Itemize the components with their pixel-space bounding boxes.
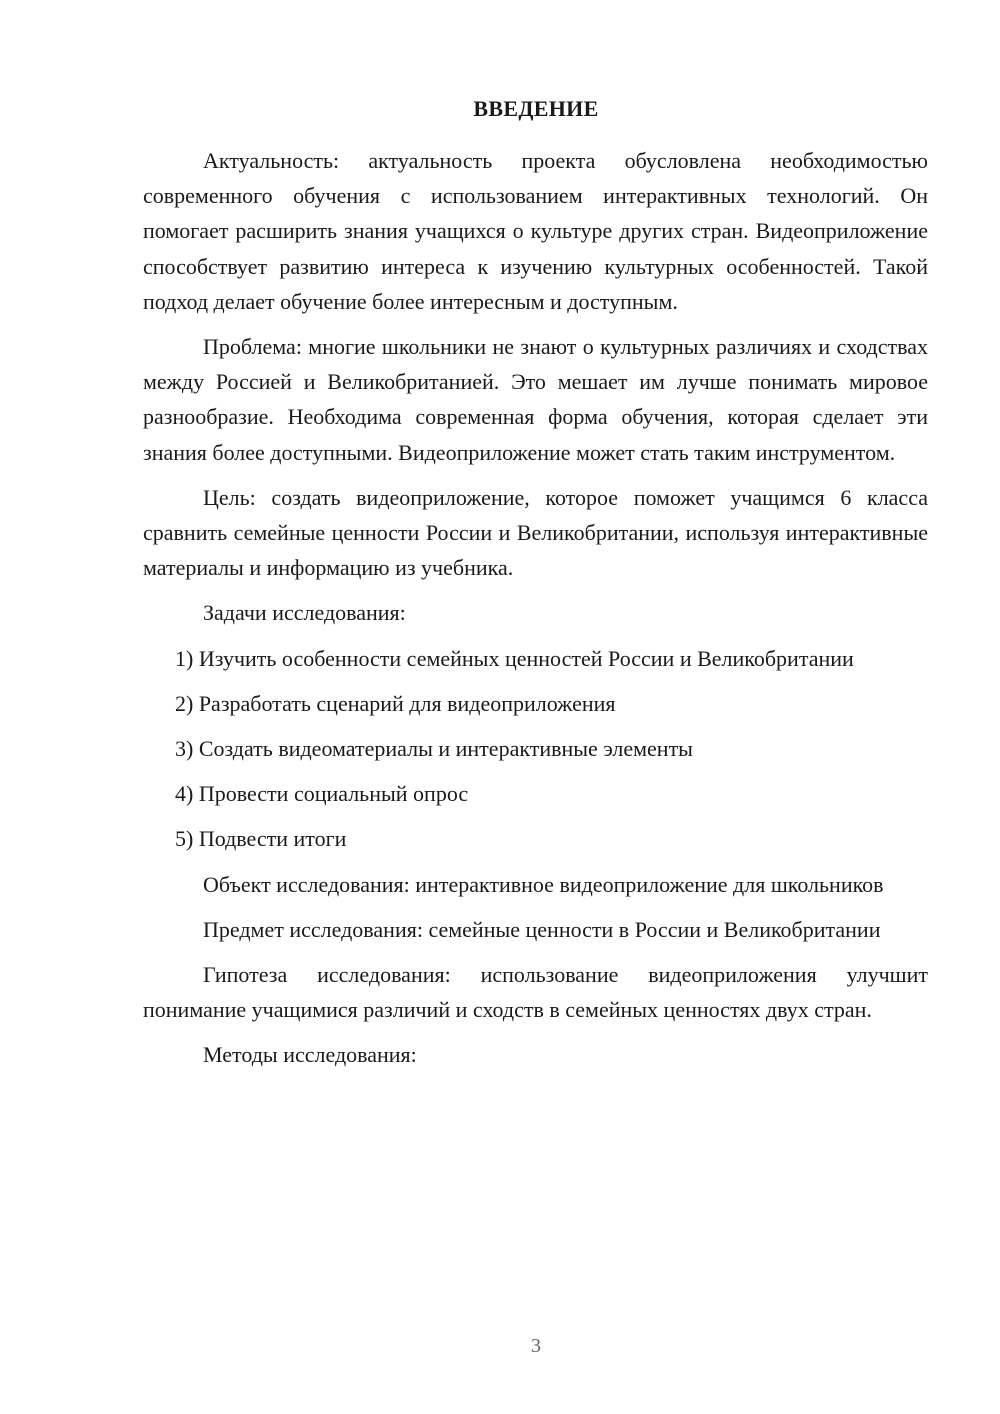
task-item-4: 4) Провести социальный опрос (175, 781, 469, 807)
task-item-2: 2) Разработать сценарий для видеоприложения (175, 690, 616, 716)
paragraph-relevance: Актуальность: актуальность проекта обусловлена необходимостью современного обучения с использованием интерактивных технологий. Он помогает расширить знания учащихся о культуре других стран. Видеоприложение способствует развитию интереса к изучению культурных особенностей. Такой подход делает обучение более интересным и доступным. (143, 148, 928, 314)
task-item-1: 1) Изучить особенности семейных ценностей России и Великобритании (175, 645, 854, 671)
paragraph-hypothesis: Гипотеза исследования: использование видеоприложения улучшит понимание учащимися различий и сходств в семейных ценностях двух стран. (143, 962, 928, 1023)
paragraph-goal: Цель: создать видеоприложение, которое поможет учащимся 6 класса сравнить семейные ценности России и Великобритании, используя интерактивные материалы и информацию из учебника. (143, 484, 928, 581)
paragraph-subject: Предмет исследования: семейные ценности в России и Великобритании (203, 916, 881, 942)
paragraph-problem: Проблема: многие школьники не знают о культурных различиях и сходствах между Россией и Великобританией. Это мешает им лучше понимать мировое разнообразие. Необходима современная форма обучения, которая сделает эти знания более доступными. Видеоприложение может стать таким инструментом. (143, 334, 928, 465)
page-number: 3 (531, 1335, 541, 1357)
document-body (143, 143, 928, 1083)
paragraph-object: Объект исследования: интерактивное видеоприложение для школьников (203, 871, 884, 897)
methods-title: Методы исследования: (203, 1042, 417, 1068)
section-heading: ВВЕДЕНИЕ (473, 96, 599, 121)
task-item-5: 5) Подвести итоги (175, 826, 347, 852)
tasks-title: Задачи исследования: (203, 600, 406, 626)
task-item-3: 3) Создать видеоматериалы и интерактивные элементы (175, 736, 693, 762)
